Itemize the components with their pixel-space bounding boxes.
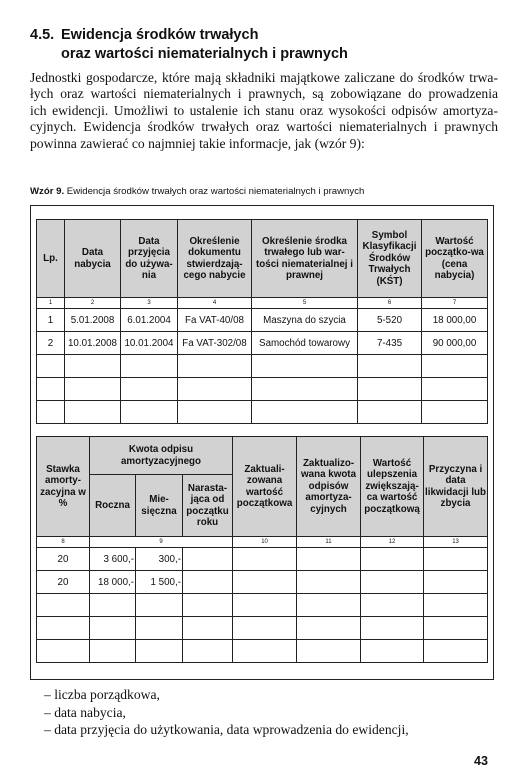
cell (136, 640, 183, 663)
cell: 300,- (136, 548, 183, 571)
cell (424, 617, 488, 640)
header-miesieczna: Mie-sięczna (136, 475, 183, 537)
cell (233, 548, 297, 571)
cell (361, 640, 424, 663)
header-kst: Symbol Klasyfikacji Środków Trwałych (KŚT) (358, 220, 422, 298)
table-row (37, 617, 488, 640)
section-heading (30, 26, 500, 64)
cell (90, 594, 136, 617)
cell: 20 (37, 548, 90, 571)
column-index: 6 (358, 298, 422, 309)
cell: 3 600,- (90, 548, 136, 571)
header-data-nabycia: Data nabycia (65, 220, 121, 298)
cell (297, 617, 361, 640)
cell (90, 640, 136, 663)
cell (361, 594, 424, 617)
cell (424, 571, 488, 594)
header-zaktualizowana-kwota: Zaktualizo-wana kwota odpisów amortyza-cyjnych (297, 437, 361, 537)
cell (424, 640, 488, 663)
cell (178, 401, 252, 424)
column-index: 13 (424, 537, 488, 548)
intro-paragraph (30, 70, 498, 152)
header-data-przyjecia: Data przyjęcia do używa-nia (121, 220, 178, 298)
cell (422, 401, 488, 424)
cell (297, 594, 361, 617)
cell: 2 (37, 332, 65, 355)
cell: Maszyna do szycia (252, 309, 358, 332)
cell: 90 000,00 (422, 332, 488, 355)
cell (37, 594, 90, 617)
caption-text: Ewidencja środków trwałych oraz wartości niematerialnych i prawnych (66, 186, 365, 197)
cell (361, 548, 424, 571)
cell: 10.01.2008 (65, 332, 121, 355)
header-lp: Lp. (37, 220, 65, 298)
header-zaktualizowana-wartosc: Zaktuali-zowana wartość początkowa (233, 437, 297, 537)
cell: 18 000,- (90, 571, 136, 594)
list-item: – liczba porządkowa, (44, 687, 160, 702)
cell (252, 378, 358, 401)
header-okreslenie-srodka: Określenie środka trwałego lub war-tości niematerialnej i prawnej (252, 220, 358, 298)
cell (233, 617, 297, 640)
paragraph-line: łych oraz wartości niematerialnych i prawnych, są zobowiązane do prowadzenia (30, 86, 498, 102)
cell: 10.01.2004 (121, 332, 178, 355)
cell (121, 401, 178, 424)
section-number: 4.5. (30, 27, 55, 43)
paragraph-line: powinna zawierać co najmniej takie informacje, jak (wzór 9): (30, 135, 365, 151)
cell (233, 571, 297, 594)
cell (233, 594, 297, 617)
column-index: 8 (37, 537, 90, 548)
table-row (37, 309, 488, 332)
column-index: 12 (361, 537, 424, 548)
column-index: 9 (90, 537, 233, 548)
cell (65, 378, 121, 401)
cell (65, 401, 121, 424)
header-przyczyna-likwidacji: Przyczyna i data likwidacji lub zbycia (424, 437, 488, 537)
cell (183, 640, 233, 663)
column-index: 7 (422, 298, 488, 309)
column-index: 11 (297, 537, 361, 548)
cell (252, 401, 358, 424)
cell (178, 355, 252, 378)
column-index: 2 (65, 298, 121, 309)
paragraph-line: Jednostki gospodarcze, które mają składniki majątkowe zaliczane do środków trwa- (30, 70, 498, 85)
table-row (37, 594, 488, 617)
table-row (37, 378, 488, 401)
cell (422, 378, 488, 401)
cell (183, 548, 233, 571)
cell (37, 640, 90, 663)
asset-register-table-bottom (36, 436, 488, 663)
header-kwota-odpisu: Kwota odpisu amortyzacyjnego (90, 437, 233, 475)
header-roczna: Roczna (90, 475, 136, 537)
cell: Samochód towarowy (252, 332, 358, 355)
cell: 18 000,00 (422, 309, 488, 332)
cell: 7-435 (358, 332, 422, 355)
list-item: – data przyjęcia do użytkowania, data wprowadzenia do ewidencji, (44, 722, 409, 737)
cell (358, 355, 422, 378)
section-title-line2: oraz wartości niematerialnych i prawnych (61, 46, 348, 62)
cell: 1 (37, 309, 65, 332)
header-narastajaca: Narasta-jąca od początku roku (183, 475, 233, 537)
column-index: 10 (233, 537, 297, 548)
column-index: 1 (37, 298, 65, 309)
cell (183, 571, 233, 594)
cell (37, 355, 65, 378)
header-stawka: Stawka amorty-zacyjna w % (37, 437, 90, 537)
caption-label: Wzór 9. (30, 186, 65, 197)
cell: 1 500,- (136, 571, 183, 594)
paragraph-line: ich ewidencji. Umożliwi to ustalenie ich stanu oraz wysokości odpisów amortyza- (30, 102, 498, 118)
cell (297, 571, 361, 594)
figure-caption (30, 186, 500, 197)
table-row (37, 332, 488, 355)
page-number: 43 (474, 754, 488, 768)
cell: 5.01.2008 (65, 309, 121, 332)
cell: 6.01.2004 (121, 309, 178, 332)
cell (358, 378, 422, 401)
cell (65, 355, 121, 378)
section-title-line1: Ewidencja środków trwałych (61, 27, 259, 43)
table-row (37, 355, 488, 378)
cell (37, 617, 90, 640)
cell (361, 617, 424, 640)
cell (361, 571, 424, 594)
cell (37, 378, 65, 401)
table-row (37, 571, 488, 594)
list-item: – data nabycia, (44, 704, 126, 720)
table-row (37, 640, 488, 663)
cell (424, 548, 488, 571)
cell: 20 (37, 571, 90, 594)
cell (183, 617, 233, 640)
cell (136, 594, 183, 617)
cell (358, 401, 422, 424)
cell (297, 548, 361, 571)
column-index: 4 (178, 298, 252, 309)
table-row (37, 401, 488, 424)
cell (121, 355, 178, 378)
cell (424, 594, 488, 617)
table-row (37, 548, 488, 571)
column-index: 3 (121, 298, 178, 309)
cell: Fa VAT-302/08 (178, 332, 252, 355)
bullet-list (44, 686, 409, 739)
cell (136, 617, 183, 640)
cell: 5-520 (358, 309, 422, 332)
cell (90, 617, 136, 640)
header-wartosc-ulepszenia: Wartość ulepszenia zwiększają-ca wartość początkową (361, 437, 424, 537)
header-dokument: Określenie dokumentu stwierdzają-cego nabycie (178, 220, 252, 298)
cell (252, 355, 358, 378)
cell (422, 355, 488, 378)
cell (178, 378, 252, 401)
cell (233, 640, 297, 663)
cell (183, 594, 233, 617)
cell (121, 378, 178, 401)
cell: Fa VAT-40/08 (178, 309, 252, 332)
cell (37, 401, 65, 424)
header-wartosc-poczatkowa: Wartość początko-wa (cena nabycia) (422, 220, 488, 298)
asset-register-table-top (36, 219, 488, 424)
cell (297, 640, 361, 663)
column-index: 5 (252, 298, 358, 309)
paragraph-line: cyjnych. Ewidencja środków trwałych oraz wartości niematerialnych i prawnych (30, 119, 498, 135)
